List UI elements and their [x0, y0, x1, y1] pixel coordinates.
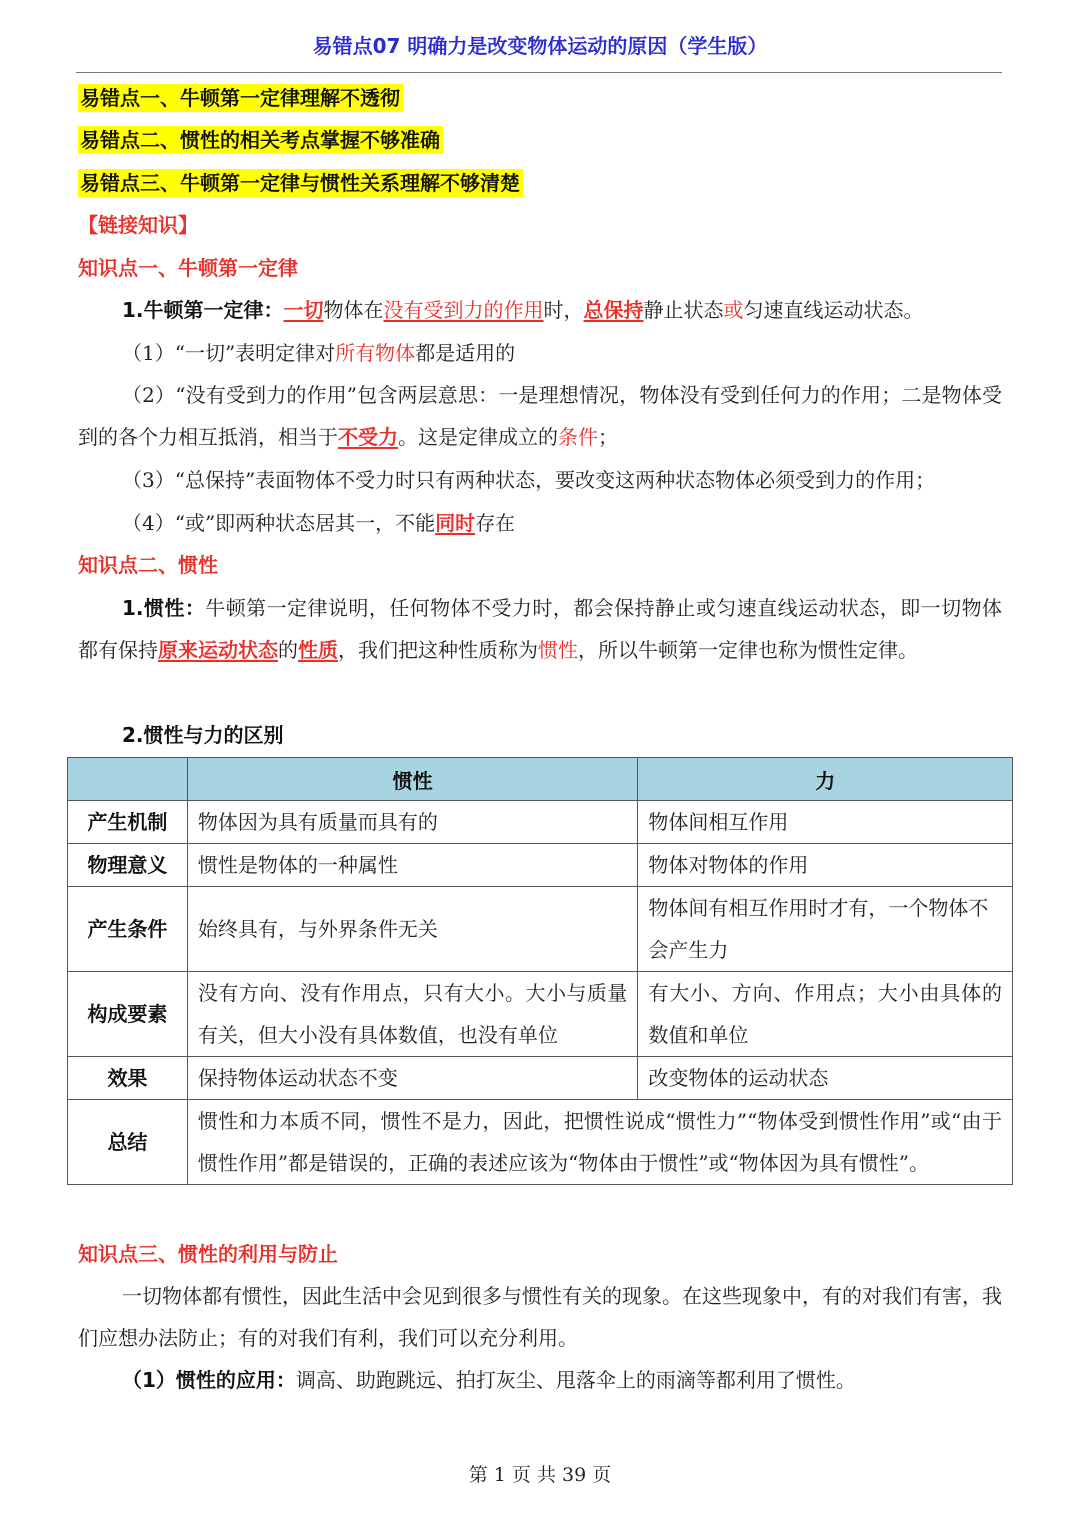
row-heading: 效果: [68, 1057, 188, 1100]
table-header-row: [68, 758, 1013, 801]
law-note-1: （1）“一切”表明定律对所有物体都是适用的: [122, 341, 516, 365]
highlight-item-1: 易错点一、牛顿第一定律理解不透彻: [78, 84, 403, 112]
inertia-application: （1）惯性的应用：调高、助跑跳远、拍打灰尘、甩落伞上的雨滴等都利用了惯性。: [122, 1368, 856, 1392]
header-divider: [76, 72, 1002, 73]
row-heading: 构成要素: [68, 972, 188, 1057]
table-row: [68, 972, 1013, 1057]
section3-heading: 知识点三、惯性的利用与防止: [78, 1242, 338, 1266]
link-knowledge-heading: 【链接知识】: [78, 213, 198, 237]
inertia-cell: 惯性是物体的一种属性: [187, 844, 638, 887]
highlight-item-3: 易错点三、牛顿第一定律与惯性关系理解不够清楚: [78, 169, 523, 197]
section1-heading: 知识点一、牛顿第一定律: [78, 256, 298, 280]
force-cell: 物体对物体的作用: [638, 844, 1013, 887]
highlight-item-2: 易错点二、惯性的相关考点掌握不够准确: [78, 126, 443, 154]
inertia-cell: 物体因为具有质量而具有的: [187, 801, 638, 844]
table-title: 2.惯性与力的区别: [122, 723, 284, 747]
table-summary-row: [68, 1100, 1013, 1185]
row-heading: 总结: [68, 1100, 188, 1185]
inertia-cell: 保持物体运动状态不变: [187, 1057, 638, 1100]
inertia-force-comparison-table: [67, 757, 1013, 1185]
row-heading: 产生条件: [68, 887, 188, 972]
row-heading: 产生机制: [68, 801, 188, 844]
law-note-3: （3）“总保持”表面物体不受力时只有两种状态，要改变这两种状态物体必须受到力的作用；: [122, 468, 936, 492]
newton-law-definition: 1.牛顿第一定律：一切物体在没有受到力的作用时，总保持静止状态或匀速直线运动状态。: [122, 298, 924, 322]
table-header-force: 力: [638, 758, 1013, 801]
law-note-4: （4）“或”即两种状态居其一，不能同时存在: [122, 511, 516, 535]
section2-heading: 知识点二、惯性: [78, 553, 218, 577]
table-header-empty: [68, 758, 188, 801]
page-title: 易错点07 明确力是改变物体运动的原因（学生版）: [312, 34, 768, 58]
table-row: [68, 887, 1013, 972]
inertia-cell: 始终具有，与外界条件无关: [187, 887, 638, 972]
table-row: [68, 1057, 1013, 1100]
force-cell: 物体间相互作用: [638, 801, 1013, 844]
inertia-cell: 没有方向、没有作用点，只有大小。大小与质量有关，但大小没有具体数值，也没有单位: [187, 972, 638, 1057]
force-cell: 改变物体的运动状态: [638, 1057, 1013, 1100]
page-number-footer: 第 1 页 共 39 页: [468, 1464, 612, 1486]
force-cell: 物体间有相互作用时才有，一个物体不会产生力: [638, 887, 1013, 972]
inertia-definition: 1.惯性：牛顿第一定律说明，任何物体不受力时，都会保持静止或匀速直线运动状态，即一切物体都有保持原来运动状态的性质，我们把这种性质称为惯性，所以牛顿第一定律也称为惯性定律。: [78, 596, 1003, 662]
force-cell: 有大小、方向、作用点；大小由具体的数值和单位: [638, 972, 1013, 1057]
table-header-inertia: 惯性: [187, 758, 638, 801]
summary-cell: 惯性和力本质不同，惯性不是力，因此，把惯性说成“惯性力”“物体受到惯性作用”或“由于惯性作用”都是错误的，正确的表述应该为“物体由于惯性”或“物体因为具有惯性”。: [187, 1100, 1012, 1185]
table-row: [68, 801, 1013, 844]
table-row: [68, 844, 1013, 887]
law-note-2: （2）“没有受到力的作用”包含两层意思：一是理想情况，物体没有受到任何力的作用；二是物体受到的各个力相互抵消，相当于不受力。这是定律成立的条件；: [78, 383, 1002, 449]
inertia-phenomena-paragraph: 一切物体都有惯性，因此生活中会见到很多与惯性有关的现象。在这些现象中，有的对我们有害，我们应想办法防止；有的对我们有利，我们可以充分利用。: [78, 1284, 1002, 1350]
row-heading: 物理意义: [68, 844, 188, 887]
